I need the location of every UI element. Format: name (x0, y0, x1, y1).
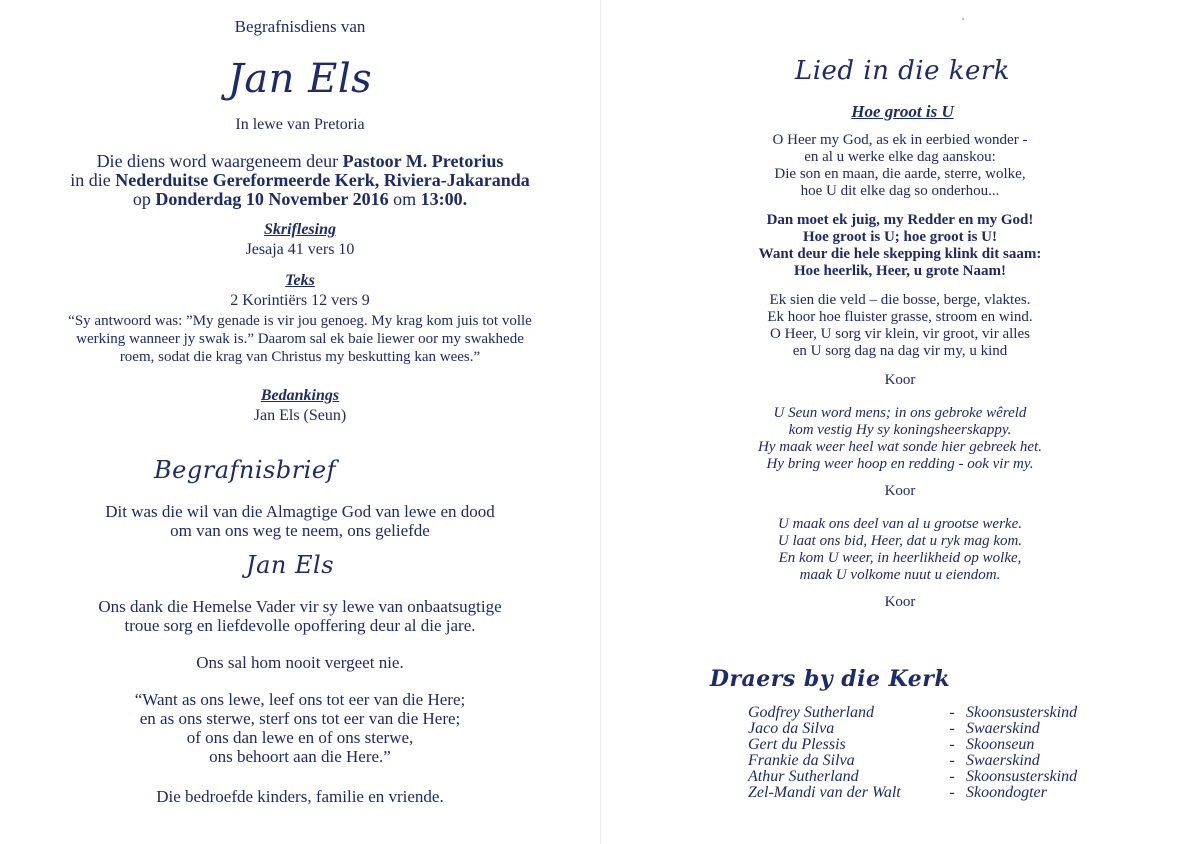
bedankings-name: Jan Els (Seun) (253, 407, 347, 424)
song-verse-3: U Seun word mens; in ons gebroke wêreld kom vestig Hy sy koningsheerskappy. Hy maak weer heel wat sonde hier gebreek het. Hy bring weer hoop en redding - ook vir my. (758, 405, 1042, 472)
service-line-1: Die diens word waargeneem deur Pastoor M. Pretorius (96, 151, 504, 171)
letter-thanks: Ons dank die Hemelse Vader vir sy lewe van onbaatsugtige troue sorg en liefdevolle opoffering deur al die jare. (98, 597, 502, 635)
song-heading: Lied in die kerk (794, 56, 1011, 86)
song-verse-2: Ek sien die veld – die bosse, berge, vlaktes. Ek hoor hoe fluister grasse, stroom en wind. O Heer, U sorg vir klein, vir groot, vir alles en U sorg dag na dag vir my, u kind (767, 292, 1033, 359)
letter-deceased-name: Jan Els (245, 551, 335, 579)
service-intro: Begrafnisdiens van (234, 17, 366, 36)
deceased-name-title: Jan Els (227, 56, 373, 102)
bearers-heading: Draers by die Kerk (709, 666, 951, 692)
service-line-2: in die Nederduitse Gereformeerde Kerk, Riviera-Jakaranda (70, 170, 530, 190)
service-details (0, 152, 600, 209)
song-chorus: Dan moet ek juig, my Redder en my God! Hoe groot is U; hoe groot is U! Want deur die hele skepping klink dit saam: Hoe heerlik, Heer, u grote Naam! (758, 212, 1042, 279)
never-forget: Ons sal hom nooit vergeet nie. (196, 653, 404, 672)
teks-quote: “Sy antwoord was: ”My genade is vir jou genoeg. My krag kom juis tot volle werking wanneer jy swak is.” Daarom sal ek baie liewer oor my swakhede roem, sodat die krag van Christus my beskutting kan wees.” (68, 313, 532, 365)
service-line-3: op Donderdag 10 November 2016 om 13:00. (132, 189, 468, 209)
bearer-row: Athur Sutherland - Skoonsusterskind (748, 768, 1078, 785)
bearer-row: Zel-Mandi van der Walt - Skoondogter (748, 784, 1047, 801)
song-verse-1: O Heer my God, as ek in eerbied wonder - en al u werke elke dag aanskou: Die son en maan, die aarde, sterre, wolke, hoe U dit elke dag so onderhou... (772, 132, 1028, 199)
bearers-list (748, 705, 1128, 801)
lived-in: In lewe van Pretoria (235, 116, 365, 133)
koor-2: Koor (884, 483, 916, 499)
teks-ref: 2 Korintiërs 12 vers 9 (230, 292, 370, 309)
teks-heading: Teks (285, 272, 315, 289)
bearer-row: Frankie da Silva - Swaerskind (748, 752, 1040, 769)
bearer-row: Gert du Plessis - Skoonseun (748, 736, 1035, 753)
song-title: Hoe groot is U (851, 102, 954, 121)
skriflesing-ref: Jesaja 41 vers 10 (245, 241, 355, 258)
koor-3: Koor (884, 594, 916, 610)
koor-1: Koor (884, 372, 916, 388)
letter-signoff: Die bedroefde kinders, familie en vriende. (156, 787, 444, 806)
bearer-row: Jaco da Silva - Swaerskind (748, 720, 1040, 737)
letter-heading: Begrafnisbrief (154, 456, 336, 484)
skriflesing-heading: Skriflesing (263, 221, 336, 238)
song-verse-4: U maak ons deel van al u grootse werke. U laat ons bid, Heer, dat u ryk mag kom. En kom U weer, in heerlikheid op wolke, maak U volkome nuut u eiendom. (777, 516, 1023, 583)
letter-intro: Dit was die wil van die Almagtige God van lewe en dood om van ons weg te neem, ons geliefde (105, 502, 495, 540)
letter-verse: “Want as ons lewe, leef ons tot eer van die Here; en as ons sterwe, sterf ons tot eer van die Here; of ons dan lewe en of ons sterwe, ons behoort aan die Here.” (134, 690, 466, 766)
bearer-row: Godfrey Sutherland - Skoonsusterskind (748, 704, 1078, 721)
paper-speck (962, 18, 964, 20)
bedankings-heading: Bedankings (260, 387, 340, 404)
